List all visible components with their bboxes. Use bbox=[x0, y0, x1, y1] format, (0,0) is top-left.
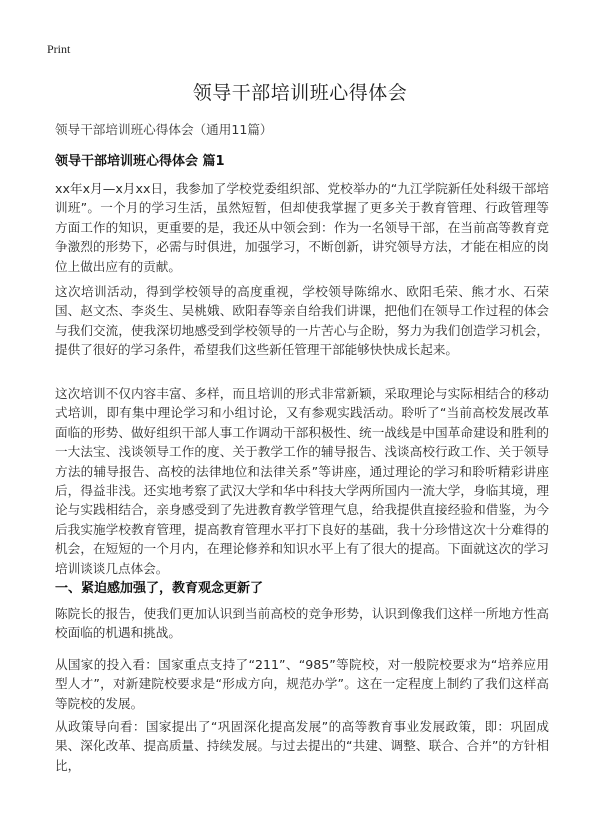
print-link[interactable]: Print bbox=[47, 42, 71, 56]
part-heading: 领导干部培训班心得体会 篇1 bbox=[55, 154, 225, 169]
paragraph: 从政策导向看：国家提出了“巩固深化提高发展”的高等教育事业发展政策，即：巩固成果、深化改革、提高质量、持续发展。与过去提出的“共建、调整、联合、合并”的方针相比， bbox=[55, 719, 549, 773]
document-subtitle: 领导干部培训班心得体会（通用11篇） bbox=[55, 122, 273, 137]
paragraph: 从国家的投入看：国家重点支持了“211”、“985”等院校，对一般院校要求为“培养应用型人才”，对新建院校要求是“形成方向，规范办学”。这在一定程度上制约了我们这样高等院校的发展。 bbox=[55, 657, 549, 711]
paragraph: xx年x月—x月xx日，我参加了学校党委组织部、党校举办的“九江学院新任处科级干部培训班”。一个月的学习生活，虽然短暂，但却使我掌握了更多关于教育管理、行政管理等方面工作的知识，更重要的是，我还从中领会到：作为一名领导干部，在当前高等教育竞争激烈的形势下，必需与时俱进，加强学习，不断创新，讲究领导方法，才能在相应的岗位上做出应有的贡献。 bbox=[55, 181, 549, 274]
paragraph: 这次培训不仅内容丰富、多样，而且培训的形式非常新颖，采取理论与实际相结合的移动式培训，即有集中理论学习和小组讨论，又有参观实践活动。聆听了“当前高校发展改革面临的形势、做好组织干部人事工作调动干部积极性、统一战线是中国革命建设和胜利的一大法宝、浅谈领导工作的度、关于教学工作的辅导报告、浅谈高校行政工作、关于领导方法的辅导报告、高校的法律地位和法律关系”等讲座，通过理论的学习和聆听精彩讲座后，得益非浅。还实地考察了武汉大学和华中科技大学两所国内一流大学，身临其境，理论与实践相结合，亲身感受到了先进教育教学管理气息，给我提供直接经验和借鉴，为今后我实施学校教育管理，提高教育管理水平打下良好的基础，我十分珍惜这次十分难得的机会，在短短的一个月内，在理论修养和知识水平上有了很大的提高。下面就这次的学习培训谈谈几点体会。 bbox=[55, 386, 549, 576]
section-heading: 一、紧迫感加强了，教育观念更新了 bbox=[55, 581, 264, 596]
page-title: 领导干部培训班心得体会 bbox=[192, 82, 408, 104]
paragraph: 陈院长的报告，使我们更加认识到当前高校的竞争形势，认识到像我们这样一所地方性高校面临的机遇和挑战。 bbox=[55, 606, 549, 641]
paragraph: 这次培训活动，得到学校领导的高度重视，学校领导陈绵水、欧阳毛荣、熊才水、石荣国、赵文杰、李炎生、吴桃娥、欧阳春等亲自给我们讲课，把他们在领导工作过程的体会与我们交流，使我深切地感受到学校领导的一片苦心与企盼，努力为我们创造学习机会，提供了很好的学习条件，希望我们这些新任管理干部能够快快成长起来。 bbox=[55, 284, 549, 358]
